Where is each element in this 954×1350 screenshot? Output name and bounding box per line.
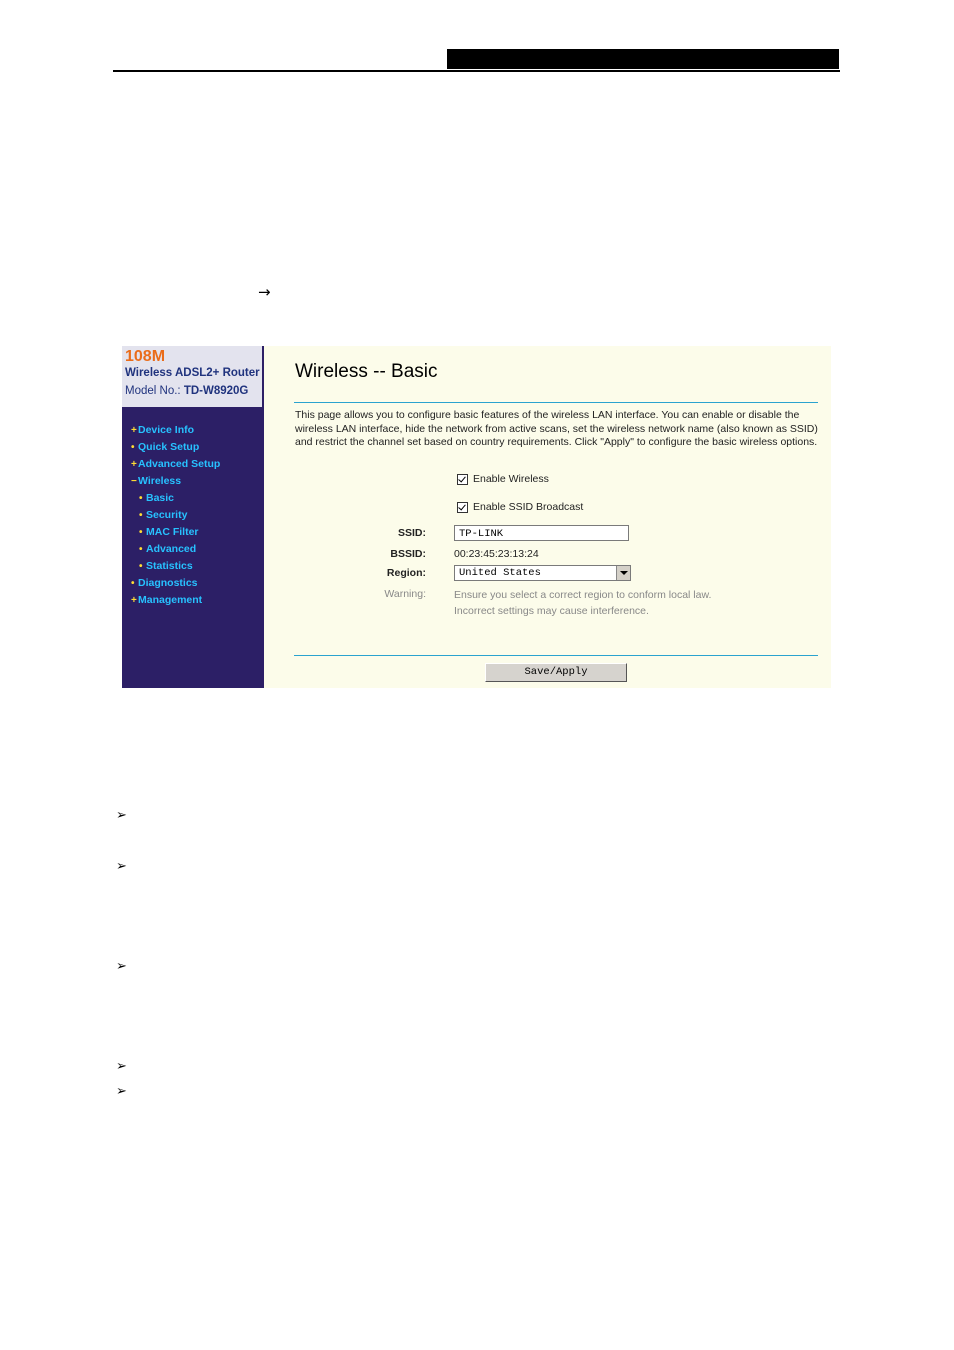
title-divider	[294, 402, 818, 403]
menu-label: Statistics	[146, 560, 193, 572]
bullet-icon: •	[139, 510, 143, 521]
menu-label: Quick Setup	[138, 441, 200, 453]
menu-label: Basic	[146, 492, 175, 504]
enable-wireless-row	[457, 473, 549, 485]
brand-capacity: 108M	[125, 348, 166, 365]
menu-item-wireless[interactable]	[122, 473, 264, 490]
menu-label: Advanced Setup	[138, 458, 221, 470]
nav-arrow-icon: →	[258, 283, 271, 301]
menu-label: Diagnostics	[138, 577, 198, 589]
menu-item-management[interactable]	[122, 592, 264, 609]
minus-icon: −	[131, 476, 137, 487]
enable-wireless-checkbox[interactable]	[457, 474, 468, 485]
bssid-value: 00:23:45:23:13:24	[454, 548, 539, 560]
bullet-icon: •	[131, 578, 135, 589]
menu-label: Wireless	[138, 475, 182, 487]
warning-line-2: Incorrect settings may cause interference.	[454, 605, 649, 617]
bullet-icon: ➢	[116, 959, 127, 974]
menu-label: MAC Filter	[146, 526, 199, 538]
content-panel	[264, 346, 831, 688]
menu-item-mac-filter[interactable]	[122, 524, 264, 541]
enable-ssid-broadcast-row	[457, 501, 583, 513]
region-selected-value: United States	[459, 567, 541, 579]
bullet-icon: •	[139, 493, 143, 504]
brand-panel	[122, 346, 264, 407]
menu-item-diagnostics[interactable]	[122, 575, 264, 592]
plus-icon: +	[131, 595, 137, 606]
bullet-icon: •	[139, 561, 143, 572]
bullet-icon: ➢	[116, 1059, 127, 1074]
plus-icon: +	[131, 425, 137, 436]
save-apply-button[interactable]: Save/Apply	[485, 663, 627, 682]
bullet-icon: •	[139, 544, 143, 555]
menu-item-statistics[interactable]	[122, 558, 264, 575]
menu-item-basic[interactable]	[122, 490, 264, 507]
page-description: This page allows you to configure basic features of the wireless LAN interface. You can enable or disable the wireless LAN interface, hide the network from active scans, set the wireless network name (also known as SSID) and restrict the channel set based on country requirements. Click "Apply" to configure the basic wireless options.	[295, 409, 818, 449]
region-select[interactable]	[454, 565, 631, 581]
menu-item-device-info[interactable]	[122, 422, 264, 439]
bullet-icon: ➢	[116, 859, 127, 874]
header-bar	[447, 49, 839, 69]
bullet-icon: ➢	[116, 1084, 127, 1099]
menu-label: Advanced	[146, 543, 197, 555]
footer-divider	[294, 655, 818, 656]
menu-label: Device Info	[138, 424, 195, 436]
ssid-input[interactable]: TP-LINK	[454, 525, 629, 541]
sidebar-menu	[122, 422, 264, 609]
brand-product: Wireless ADSL2+ Router	[125, 367, 260, 379]
sidebar	[122, 346, 264, 688]
menu-item-advanced-setup[interactable]	[122, 456, 264, 473]
header-rule	[113, 70, 840, 72]
page-title: Wireless -- Basic	[295, 361, 438, 382]
menu-label: Management	[138, 594, 203, 606]
router-screenshot	[122, 346, 831, 688]
enable-wireless-label: Enable Wireless	[473, 473, 549, 485]
chevron-down-icon[interactable]	[616, 566, 630, 580]
enable-ssid-broadcast-checkbox[interactable]	[457, 502, 468, 513]
enable-ssid-broadcast-label: Enable SSID Broadcast	[473, 501, 584, 513]
menu-item-quick-setup[interactable]	[122, 439, 264, 456]
model-number: TD-W8920G	[183, 385, 249, 397]
warning-line-1: Ensure you select a correct region to conform local law.	[454, 589, 712, 601]
bullet-icon: •	[131, 442, 135, 453]
menu-item-advanced[interactable]	[122, 541, 264, 558]
region-label: Region:	[386, 567, 426, 579]
bssid-label: BSSID:	[390, 548, 426, 560]
model-label: Model No.:	[125, 385, 181, 397]
ssid-label: SSID:	[397, 527, 426, 539]
bullet-icon: ➢	[116, 808, 127, 823]
plus-icon: +	[131, 459, 137, 470]
warning-label: Warning:	[384, 588, 426, 600]
bullet-icon: •	[139, 527, 143, 538]
brand-model	[125, 385, 248, 397]
menu-item-security[interactable]	[122, 507, 264, 524]
menu-label: Security	[146, 509, 188, 521]
